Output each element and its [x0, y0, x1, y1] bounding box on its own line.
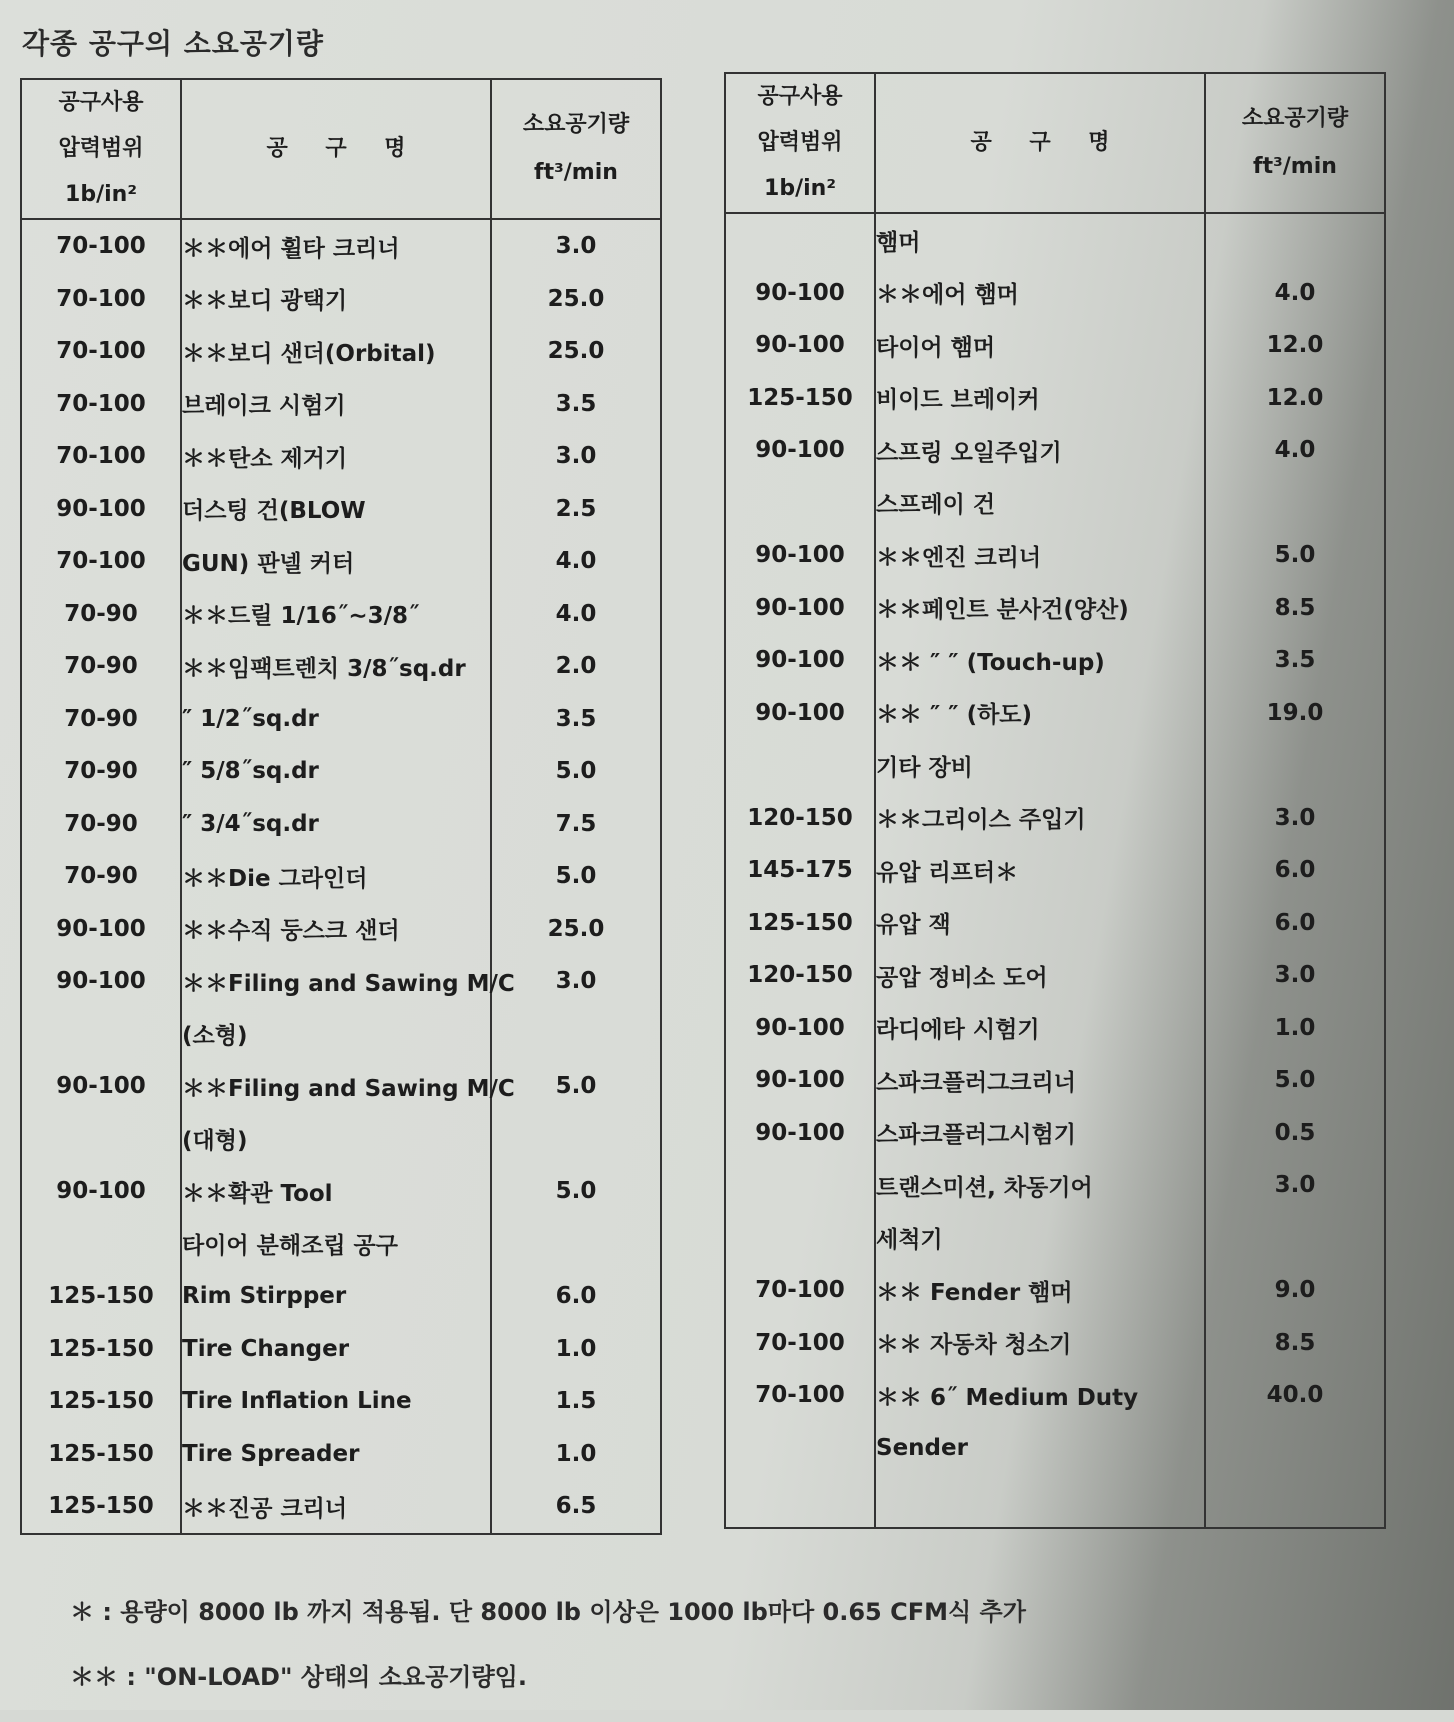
- table-header-row: [725, 73, 1385, 213]
- tool-name-cell: ＊＊확관 Tool: [181, 1165, 491, 1218]
- pressure-range-cell: [725, 1212, 875, 1265]
- tool-name-cell: ＊＊임팩트렌치 3/8˝sq.dr: [181, 640, 491, 693]
- tool-name-cell: 스파크플러그시험기: [875, 1107, 1205, 1160]
- pressure-range-cell: [21, 1218, 181, 1271]
- pressure-range-cell: [725, 1422, 875, 1475]
- header-pressure-unit: 1b/in²: [764, 176, 836, 201]
- tool-name-cell: 햄머: [875, 213, 1205, 267]
- tool-name-cell: ＊＊에어 햄머: [875, 267, 1205, 320]
- table-row: [725, 424, 1385, 477]
- tool-name-cell: [875, 1474, 1205, 1528]
- air-consumption-cell: 19.0: [1205, 687, 1385, 740]
- left-air-consumption-table: [20, 78, 662, 1535]
- air-consumption-cell: 6.0: [1205, 844, 1385, 897]
- air-consumption-cell: 25.0: [491, 273, 661, 326]
- table-row: [725, 792, 1385, 845]
- pressure-range-cell: [725, 1474, 875, 1528]
- tool-name-cell: 브레이크 시험기: [181, 378, 491, 431]
- table-row: [725, 1317, 1385, 1370]
- pressure-range-cell: 70-90: [21, 745, 181, 798]
- tool-name-cell: (소형): [181, 1008, 491, 1061]
- tool-name-cell: ＊＊ ″ ″ (Touch-up): [875, 634, 1205, 687]
- air-consumption-cell: 2.5: [491, 483, 661, 536]
- tool-name-cell: Sender: [875, 1422, 1205, 1475]
- table-row: [21, 430, 661, 483]
- air-consumption-cell: 5.0: [1205, 1054, 1385, 1107]
- air-consumption-cell: 3.0: [1205, 1159, 1385, 1212]
- tool-name-cell: 트랜스미션, 차동기어: [875, 1159, 1205, 1212]
- table-row: [725, 844, 1385, 897]
- pressure-range-cell: 70-100: [725, 1317, 875, 1370]
- table-row: [21, 955, 661, 1008]
- header-pressure-line1: 공구사용: [757, 84, 843, 109]
- air-consumption-cell: 2.0: [491, 640, 661, 693]
- air-consumption-cell: 3.5: [491, 378, 661, 431]
- table-row: [21, 1323, 661, 1376]
- tool-name-cell: Tire Changer: [181, 1323, 491, 1376]
- footnotes: [70, 1592, 1026, 1722]
- tool-name-cell: ＊＊드릴 1/16˝∼3/8˝: [181, 588, 491, 641]
- pressure-range-cell: 70-90: [21, 588, 181, 641]
- pressure-range-cell: [21, 1008, 181, 1061]
- air-consumption-cell: 5.0: [491, 1165, 661, 1218]
- pressure-range-cell: 125-150: [21, 1480, 181, 1534]
- header-air-consumption: [491, 79, 661, 219]
- table-row: [725, 372, 1385, 425]
- pressure-range-cell: 125-150: [21, 1428, 181, 1481]
- air-consumption-cell: 25.0: [491, 903, 661, 956]
- tool-name-cell: ＊＊보디 샌더(Orbital): [181, 325, 491, 378]
- tool-name-cell: GUN) 판넬 커터: [181, 535, 491, 588]
- tool-name-cell: ＊＊에어 휠타 크리너: [181, 219, 491, 273]
- table-row: [725, 213, 1385, 267]
- pressure-range-cell: 125-150: [21, 1270, 181, 1323]
- header-air-line1: 소요공기량: [522, 112, 630, 137]
- header-tool-name: 공 구 명: [875, 73, 1205, 213]
- header-air-unit: ft³/min: [1253, 154, 1337, 179]
- pressure-range-cell: [725, 213, 875, 267]
- table-row: [21, 325, 661, 378]
- tool-name-cell: 라디에타 시험기: [875, 1002, 1205, 1055]
- air-consumption-cell: 12.0: [1205, 319, 1385, 372]
- tool-name-cell: ＊＊수직 둥스크 샌더: [181, 903, 491, 956]
- table-row: [21, 219, 661, 273]
- pressure-range-cell: 90-100: [725, 319, 875, 372]
- tool-name-cell: 유압 리프터＊: [875, 844, 1205, 897]
- pressure-range-cell: 125-150: [725, 372, 875, 425]
- table-row: [725, 1422, 1385, 1475]
- table-row: [21, 1218, 661, 1271]
- tool-name-cell: ＊＊페인트 분사건(양산): [875, 582, 1205, 635]
- air-consumption-cell: [491, 1008, 661, 1061]
- pressure-range-cell: 70-100: [21, 219, 181, 273]
- air-consumption-cell: 3.0: [491, 430, 661, 483]
- tool-name-cell: 스프링 오일주입기: [875, 424, 1205, 477]
- tool-name-cell: 더스팅 건(BLOW: [181, 483, 491, 536]
- pressure-range-cell: 90-100: [21, 483, 181, 536]
- tool-name-cell: Tire Inflation Line: [181, 1375, 491, 1428]
- pressure-range-cell: 90-100: [725, 267, 875, 320]
- tool-name-cell: ＊＊ Fender 햄머: [875, 1264, 1205, 1317]
- tool-name-cell: ″ 3/4˝sq.dr: [181, 798, 491, 851]
- table-row: [725, 1264, 1385, 1317]
- footnote-double-star: ＊＊ : "ON-LOAD" 상태의 소요공기량임.: [70, 1663, 527, 1691]
- table-row: [21, 1008, 661, 1061]
- header-air-line1: 소요공기량: [1241, 106, 1349, 131]
- air-consumption-cell: 4.0: [491, 535, 661, 588]
- pressure-range-cell: 70-100: [21, 325, 181, 378]
- air-consumption-cell: [1205, 1422, 1385, 1475]
- header-pressure-unit: 1b/in²: [65, 182, 137, 207]
- header-pressure-range: [725, 73, 875, 213]
- air-consumption-cell: 3.0: [491, 955, 661, 1008]
- tool-name-cell: 타이어 햄머: [875, 319, 1205, 372]
- air-consumption-cell: [1205, 477, 1385, 530]
- tool-name-cell: 타이어 분해조립 공구: [181, 1218, 491, 1271]
- pressure-range-cell: [725, 1159, 875, 1212]
- pressure-range-cell: 70-90: [21, 640, 181, 693]
- header-tool-name: 공 구 명: [181, 79, 491, 219]
- tool-name-cell: 유압 잭: [875, 897, 1205, 950]
- tool-name-cell: 기타 장비: [875, 739, 1205, 792]
- table-row: [725, 1002, 1385, 1055]
- pressure-range-cell: 90-100: [21, 1165, 181, 1218]
- header-pressure-line1: 공구사용: [58, 90, 144, 115]
- table-row: [21, 535, 661, 588]
- tool-name-cell: ＊＊그리이스 주입기: [875, 792, 1205, 845]
- pressure-range-cell: 70-100: [21, 430, 181, 483]
- air-consumption-cell: 0.5: [1205, 1107, 1385, 1160]
- table-row: [21, 483, 661, 536]
- right-air-consumption-table: [724, 72, 1386, 1529]
- table-row: [725, 1159, 1385, 1212]
- tool-name-cell: ″ 1/2˝sq.dr: [181, 693, 491, 746]
- air-consumption-cell: 5.0: [491, 850, 661, 903]
- tool-name-cell: ＊＊진공 크리너: [181, 1480, 491, 1534]
- table-row: [21, 378, 661, 431]
- pressure-range-cell: 70-100: [725, 1369, 875, 1422]
- tool-name-cell: 세척기: [875, 1212, 1205, 1265]
- pressure-range-cell: 90-100: [725, 634, 875, 687]
- header-pressure-line2: 압력범위: [58, 136, 144, 161]
- page-title: 각종 공구의 소요공기량: [22, 27, 324, 60]
- pressure-range-cell: 70-90: [21, 693, 181, 746]
- pressure-range-cell: [725, 739, 875, 792]
- table-row: [725, 1054, 1385, 1107]
- air-consumption-cell: [491, 1218, 661, 1271]
- pressure-range-cell: 90-100: [21, 955, 181, 1008]
- pressure-range-cell: 90-100: [725, 687, 875, 740]
- tool-name-cell: ＊＊ ″ ″ (하도): [875, 687, 1205, 740]
- table-header-row: [21, 79, 661, 219]
- pressure-range-cell: 70-90: [21, 850, 181, 903]
- header-pressure-line2: 압력범위: [757, 130, 843, 155]
- pressure-range-cell: 125-150: [21, 1375, 181, 1428]
- table-row: [21, 273, 661, 326]
- table-row: [21, 1375, 661, 1428]
- tool-name-cell: ＊＊Die 그라인더: [181, 850, 491, 903]
- table-row: [21, 903, 661, 956]
- pressure-range-cell: 125-150: [725, 897, 875, 950]
- air-consumption-cell: 1.0: [1205, 1002, 1385, 1055]
- table-row: [21, 1428, 661, 1481]
- pressure-range-cell: 70-100: [21, 535, 181, 588]
- table-row: [21, 850, 661, 903]
- pressure-range-cell: 70-90: [21, 798, 181, 851]
- air-consumption-cell: 6.0: [1205, 897, 1385, 950]
- pressure-range-cell: 90-100: [725, 1107, 875, 1160]
- header-pressure-range: [21, 79, 181, 219]
- table-row: [725, 687, 1385, 740]
- table-row: [725, 319, 1385, 372]
- tool-name-cell: ＊＊Filing and Sawing M/C: [181, 1060, 491, 1113]
- pressure-range-cell: 120-150: [725, 792, 875, 845]
- pressure-range-cell: 90-100: [725, 424, 875, 477]
- table-row: [725, 1212, 1385, 1265]
- air-consumption-cell: [1205, 739, 1385, 792]
- air-consumption-cell: 3.0: [1205, 792, 1385, 845]
- pressure-range-cell: 90-100: [21, 1060, 181, 1113]
- air-consumption-cell: [1205, 1474, 1385, 1528]
- tool-name-cell: ″ 5/8˝sq.dr: [181, 745, 491, 798]
- table-row: [21, 1113, 661, 1166]
- pressure-range-cell: 120-150: [725, 949, 875, 1002]
- table-row: [725, 477, 1385, 530]
- table-row: [725, 949, 1385, 1002]
- tool-name-cell: Rim Stirpper: [181, 1270, 491, 1323]
- air-consumption-cell: 1.0: [491, 1428, 661, 1481]
- air-consumption-cell: 1.5: [491, 1375, 661, 1428]
- air-consumption-cell: 5.0: [491, 1060, 661, 1113]
- air-consumption-cell: 40.0: [1205, 1369, 1385, 1422]
- table-row: [21, 1165, 661, 1218]
- tool-name-cell: (대형): [181, 1113, 491, 1166]
- air-consumption-cell: 3.0: [1205, 949, 1385, 1002]
- table-row: [21, 1480, 661, 1534]
- table-row: [725, 1474, 1385, 1528]
- air-consumption-cell: 6.0: [491, 1270, 661, 1323]
- pressure-range-cell: [725, 477, 875, 530]
- air-consumption-cell: 9.0: [1205, 1264, 1385, 1317]
- footnote-single-star: ＊ : 용량이 8000 lb 까지 적용됨. 단 8000 lb 이상은 1000 lb마다 0.65 CFM식 추가: [70, 1598, 1026, 1626]
- pressure-range-cell: 90-100: [21, 903, 181, 956]
- pressure-range-cell: 145-175: [725, 844, 875, 897]
- table-row: [21, 798, 661, 851]
- table-row: [725, 267, 1385, 320]
- tool-name-cell: 공압 정비소 도어: [875, 949, 1205, 1002]
- table-row: [21, 693, 661, 746]
- air-consumption-cell: 3.5: [1205, 634, 1385, 687]
- table-row: [725, 529, 1385, 582]
- air-consumption-cell: 5.0: [1205, 529, 1385, 582]
- air-consumption-cell: [1205, 1212, 1385, 1265]
- pressure-range-cell: 70-100: [725, 1264, 875, 1317]
- air-consumption-cell: 3.0: [491, 219, 661, 273]
- tool-name-cell: 스파크플러그크리너: [875, 1054, 1205, 1107]
- table-row: [21, 588, 661, 641]
- air-consumption-cell: 4.0: [1205, 267, 1385, 320]
- tool-name-cell: ＊＊ 6˝ Medium Duty: [875, 1369, 1205, 1422]
- table-row: [21, 745, 661, 798]
- pressure-range-cell: 70-100: [21, 273, 181, 326]
- table-row: [21, 1060, 661, 1113]
- tool-name-cell: 비이드 브레이커: [875, 372, 1205, 425]
- air-consumption-cell: 6.5: [491, 1480, 661, 1534]
- table-row: [725, 634, 1385, 687]
- pressure-range-cell: 90-100: [725, 1054, 875, 1107]
- air-consumption-cell: 4.0: [491, 588, 661, 641]
- table-row: [21, 640, 661, 693]
- tool-name-cell: Tire Spreader: [181, 1428, 491, 1481]
- pressure-range-cell: 90-100: [725, 1002, 875, 1055]
- pressure-range-cell: 125-150: [21, 1323, 181, 1376]
- pressure-range-cell: 90-100: [725, 529, 875, 582]
- table-row: [21, 1270, 661, 1323]
- air-consumption-cell: 8.5: [1205, 1317, 1385, 1370]
- tool-name-cell: ＊＊보디 광택기: [181, 273, 491, 326]
- header-air-unit: ft³/min: [534, 160, 618, 185]
- air-consumption-cell: 3.5: [491, 693, 661, 746]
- pressure-range-cell: [21, 1113, 181, 1166]
- pressure-range-cell: 70-100: [21, 378, 181, 431]
- table-row: [725, 1369, 1385, 1422]
- air-consumption-cell: [1205, 213, 1385, 267]
- pressure-range-cell: 90-100: [725, 582, 875, 635]
- tool-name-cell: ＊＊엔진 크리너: [875, 529, 1205, 582]
- tool-name-cell: ＊＊탄소 제거기: [181, 430, 491, 483]
- table-row: [725, 582, 1385, 635]
- air-consumption-cell: 1.0: [491, 1323, 661, 1376]
- header-air-consumption: [1205, 73, 1385, 213]
- air-consumption-cell: 8.5: [1205, 582, 1385, 635]
- air-consumption-cell: 7.5: [491, 798, 661, 851]
- air-consumption-cell: 25.0: [491, 325, 661, 378]
- air-consumption-cell: 12.0: [1205, 372, 1385, 425]
- table-row: [725, 739, 1385, 792]
- air-consumption-cell: 4.0: [1205, 424, 1385, 477]
- tool-name-cell: ＊＊ 자동차 청소기: [875, 1317, 1205, 1370]
- table-row: [725, 1107, 1385, 1160]
- air-consumption-cell: [491, 1113, 661, 1166]
- table-row: [725, 897, 1385, 950]
- tool-name-cell: ＊＊Filing and Sawing M/C: [181, 955, 491, 1008]
- tool-name-cell: 스프레이 건: [875, 477, 1205, 530]
- air-consumption-cell: 5.0: [491, 745, 661, 798]
